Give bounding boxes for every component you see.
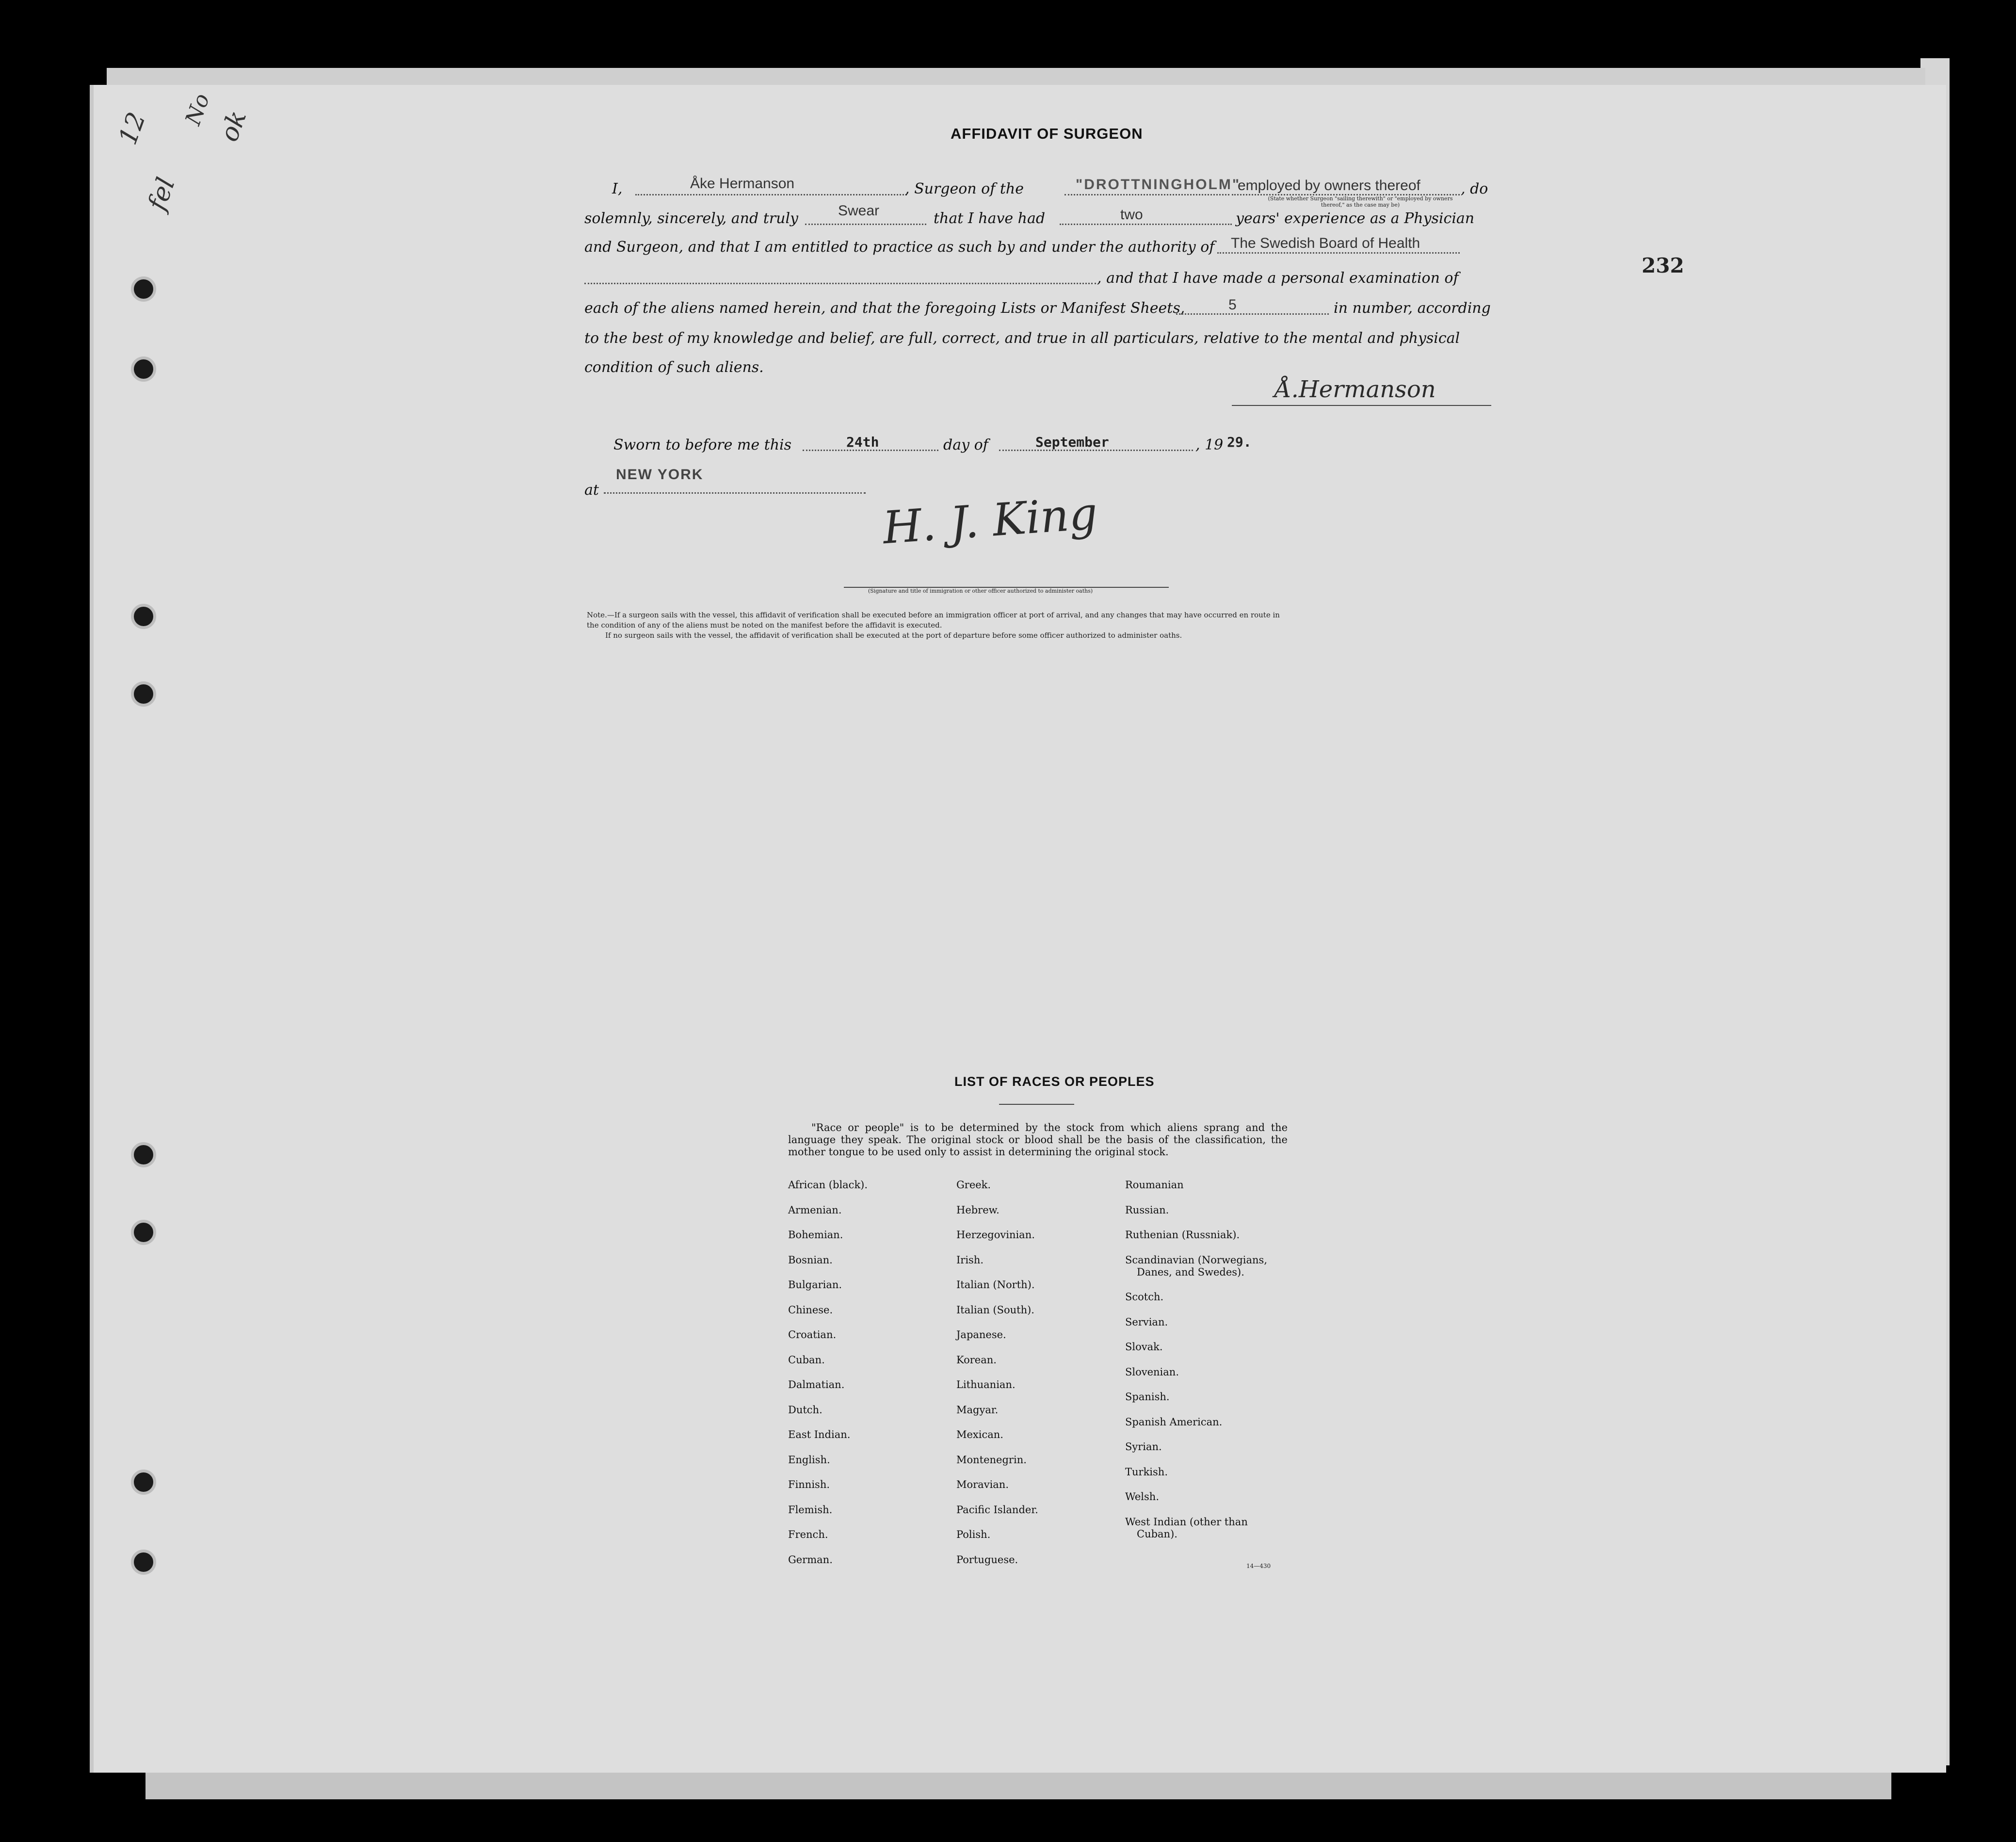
affidavit-note bbox=[587, 610, 1494, 641]
race-item: Welsh. bbox=[1125, 1491, 1159, 1503]
binder-hole bbox=[131, 1470, 156, 1495]
surgeon-name: Åke Hermanson bbox=[690, 176, 795, 192]
fill-line bbox=[1176, 313, 1329, 315]
binder-hole bbox=[131, 356, 156, 382]
fill-line bbox=[604, 492, 866, 494]
race-item: Polish. bbox=[956, 1529, 991, 1540]
form-number: 14—430 bbox=[1246, 1563, 1271, 1569]
fill-line bbox=[999, 450, 1193, 451]
note-line: If no surgeon sails with the vessel, the affidavit of verification shall be executed at the port of departure before some officer authorized to administer oaths. bbox=[605, 631, 1182, 640]
race-item: Bosnian. bbox=[788, 1254, 833, 1266]
ship-name: "DROTTNINGHOLM" bbox=[1076, 177, 1241, 193]
race-item: Armenian. bbox=[788, 1204, 842, 1216]
affidavit-line2-mid: that I have had bbox=[934, 210, 1046, 227]
race-item: Irish. bbox=[956, 1254, 984, 1266]
binder-hole bbox=[131, 604, 156, 629]
sworn-year: 29. bbox=[1227, 434, 1252, 450]
years-experience: two bbox=[1120, 207, 1143, 223]
race-item: West Indian (other than bbox=[1125, 1516, 1248, 1528]
affidavit-line6: to the best of my knowledge and belief, are full, correct, and true in all particulars, relative to the mental and physical bbox=[584, 330, 1460, 347]
affidavit-line5-prefix: each of the aliens named herein, and that the foregoing Lists or Manifest Sheets, bbox=[584, 300, 1185, 317]
race-item: Magyar. bbox=[956, 1404, 999, 1416]
race-item: Bohemian. bbox=[788, 1229, 843, 1241]
race-item: Mexican. bbox=[956, 1429, 1003, 1440]
race-item: African (black). bbox=[788, 1179, 868, 1191]
margin-note: ok bbox=[214, 107, 253, 145]
back-sheet-top bbox=[107, 68, 1925, 87]
race-item: Korean. bbox=[956, 1354, 997, 1366]
binder-hole bbox=[131, 276, 156, 302]
race-item: Hebrew. bbox=[956, 1204, 1000, 1216]
sworn-year-prefix: , 19 bbox=[1195, 436, 1224, 453]
race-item: Japanese. bbox=[956, 1329, 1006, 1341]
race-item: Dutch. bbox=[788, 1404, 823, 1416]
sworn-day: 24th bbox=[846, 434, 879, 450]
race-item: Dalmatian. bbox=[788, 1379, 845, 1390]
race-item: Portuguese. bbox=[956, 1553, 1018, 1566]
affidavit-line2-prefix: solemnly, sincerely, and truly bbox=[584, 210, 799, 227]
note-line: Note.—If a surgeon sails with the vessel, this affidavit of verification shall be executed before an immigration officer at port of arrival, and any changes that may have occurred en route in bbox=[587, 611, 1280, 619]
sworn-prefix: Sworn to before me this bbox=[613, 436, 792, 453]
race-item: Lithuanian. bbox=[956, 1379, 1016, 1390]
note-line: the condition of any of the aliens must be noted on the manifest before the affidavit is executed. bbox=[587, 621, 942, 630]
affidavit-line4: , and that I have made a personal examination of bbox=[1097, 270, 1459, 287]
capacity-note: (State whether Surgeon "sailing therewith" or "employed by owners thereof," as the case may be) bbox=[1268, 195, 1453, 208]
race-item: Scandinavian (Norwegians, bbox=[1125, 1254, 1268, 1266]
margin-note: 12 bbox=[113, 108, 152, 149]
race-item: Croatian. bbox=[788, 1329, 837, 1341]
race-item: Greek. bbox=[956, 1179, 991, 1191]
binder-hole bbox=[131, 1142, 156, 1167]
binder-hole bbox=[131, 1220, 156, 1245]
race-item: Montenegrin. bbox=[956, 1454, 1027, 1466]
race-item: Italian (North). bbox=[956, 1279, 1035, 1291]
race-item: Scotch. bbox=[1125, 1291, 1164, 1303]
margin-note: No bbox=[180, 90, 215, 129]
race-item: Syrian. bbox=[1125, 1441, 1162, 1453]
fill-line bbox=[803, 450, 938, 451]
fill-line bbox=[584, 283, 1096, 284]
race-item: Cuban). bbox=[1137, 1528, 1177, 1540]
affidavit-line1-suffix: , do bbox=[1461, 180, 1488, 197]
at-label: at bbox=[584, 482, 599, 499]
fill-line bbox=[1064, 194, 1229, 195]
races-title-rule bbox=[999, 1104, 1074, 1105]
affidavit-line5-suffix: in number, according bbox=[1334, 300, 1491, 317]
fill-line bbox=[805, 224, 926, 225]
affidavit-line1-mid: , Surgeon of the bbox=[905, 180, 1024, 197]
race-item: Servian. bbox=[1125, 1316, 1168, 1328]
fill-line bbox=[1217, 252, 1460, 254]
race-item: Ruthenian (Russniak). bbox=[1125, 1229, 1240, 1241]
race-item: East Indian. bbox=[788, 1429, 851, 1440]
race-item: Italian (South). bbox=[956, 1304, 1034, 1316]
fill-line bbox=[1060, 224, 1232, 225]
affidavit-line2-suffix: years' experience as a Physician bbox=[1236, 210, 1475, 227]
page-number: 232 bbox=[1642, 254, 1684, 277]
sworn-place: NEW YORK bbox=[616, 467, 704, 483]
race-item: Russian. bbox=[1125, 1204, 1169, 1216]
surgeon-signature: Å.Hermanson bbox=[1274, 376, 1436, 403]
race-item: Danes, and Swedes). bbox=[1137, 1266, 1244, 1278]
race-item: English. bbox=[788, 1454, 830, 1466]
races-title: LIST OF RACES OR PEOPLES bbox=[954, 1074, 1155, 1089]
fill-line bbox=[635, 194, 907, 195]
surgeon-capacity: employed by owners thereof bbox=[1238, 178, 1420, 194]
oath-word: Swear bbox=[838, 203, 880, 219]
races-intro: "Race or people" is to be determined by the stock from which aliens sprang and the language they speak. The original stock or blood shall be the basis of the classification, the mother tongue to be used only to assist in determining the original stock. bbox=[788, 1122, 1288, 1158]
affidavit-line3-prefix: and Surgeon, and that I am entitled to practice as such by and under the authority of bbox=[584, 239, 1215, 256]
sworn-day-of: day of bbox=[943, 436, 988, 453]
race-item: Roumanian bbox=[1125, 1179, 1184, 1191]
race-item: Cuban. bbox=[788, 1354, 825, 1366]
race-item: Herzegovinian. bbox=[956, 1229, 1035, 1241]
affidavit-title: AFFIDAVIT OF SURGEON bbox=[951, 125, 1143, 142]
affidavit-line7: condition of such aliens. bbox=[584, 359, 764, 376]
race-item: Turkish. bbox=[1125, 1466, 1168, 1478]
licensing-authority: The Swedish Board of Health bbox=[1231, 235, 1420, 251]
binder-hole bbox=[131, 681, 156, 707]
race-item: German. bbox=[788, 1553, 833, 1566]
race-item: Bulgarian. bbox=[788, 1279, 842, 1291]
margin-note: fel bbox=[142, 174, 181, 214]
affidavit-line1-prefix: I, bbox=[612, 180, 623, 197]
race-item: Finnish. bbox=[788, 1479, 830, 1490]
signature-line bbox=[1232, 405, 1491, 406]
race-item: French. bbox=[788, 1529, 828, 1540]
officer-note: (Signature and title of immigration or other officer authorized to administer oaths) bbox=[868, 588, 1093, 594]
race-item: Slovak. bbox=[1125, 1341, 1163, 1353]
sheet-count: 5 bbox=[1228, 297, 1237, 313]
binder-hole bbox=[131, 1550, 156, 1575]
officer-signature: H. J. King bbox=[881, 487, 1099, 554]
race-item: Slovenian. bbox=[1125, 1366, 1179, 1378]
race-item: Spanish American. bbox=[1125, 1416, 1223, 1428]
race-item: Chinese. bbox=[788, 1304, 833, 1316]
race-item: Pacific Islander. bbox=[956, 1503, 1038, 1516]
race-item: Spanish. bbox=[1125, 1391, 1170, 1403]
race-item: Flemish. bbox=[788, 1503, 833, 1516]
race-item: Moravian. bbox=[956, 1479, 1009, 1490]
sworn-month: September bbox=[1035, 434, 1109, 450]
